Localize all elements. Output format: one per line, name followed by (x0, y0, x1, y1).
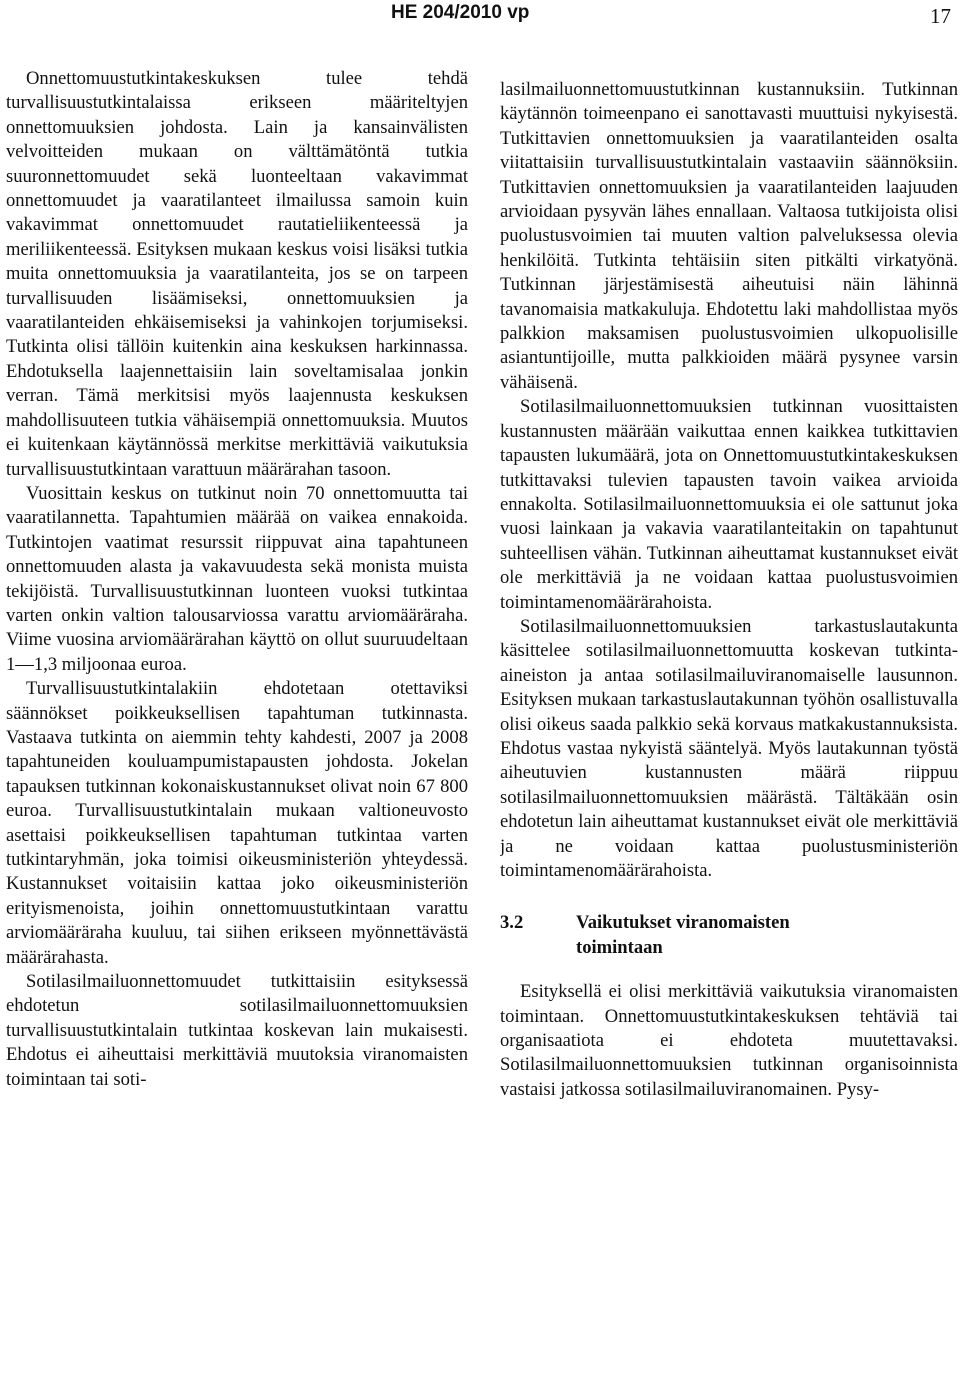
paragraph: Sotilasilmailuonnettomuuksien tutkinnan vuosittaisten kustannusten määrään vaikuttaa ennen kaikkea tutkittavien tapausten lukumäärä, jota on Onnettomuustutkintakeskuksen tutkittavaksi tulevien tapausten tavoin vaikea arvioida ennakolta. Sotilasilmailuonnettomuuksia ei ole sattunut joka vuosi lainkaan ja vakavia vaaratilanteitakin on tapahtunut suhteellisen vähän. Tutkinnan aiheuttamat kustannukset eivät ole merkittäviä ja ne voidaan kattaa puolustusvoimien toimintamenomäärärahoista. (500, 396, 958, 613)
right-column (500, 78, 958, 1396)
section-number: 3.2 (500, 912, 524, 934)
paragraph: Vuosittain keskus on tutkinut noin 70 onnettomuutta tai vaaratilannetta. Tapahtumien määrää on vaikea ennakoida. Tutkintojen vaatimat resurssit riippuvat aina tapahtuneen onnettomuuden alasta ja vakavuudesta sekä monista muista tekijöistä. Turvallisuustutkinnan luonteen vuoksi tutkintaa varten onkin valtion talousarviossa varattu arviomääräraha. Viime vuosina arviomäärärahan käyttö on ollut suuruudeltaan 1—1,3 miljoonaa euroa. (6, 482, 468, 675)
document-id: HE 204/2010 vp (391, 2, 530, 23)
paragraph: Onnettomuustutkintakeskuksen tulee tehdä turvallisuustutkintalaissa erikseen määriteltyjen onnettomuuksien johdosta. Lain ja kansainvälisten velvoitteiden mukaan on välttämätöntä tutkia suuronnettomuudet sekä luonteeltaan vakavimmat onnettomuudet ja vaaratilanteet ilmailussa samoin kuin vakavimmat onnettomuudet rautatieliikenteessä ja meriliikenteessä. Esityksen mukaan keskus voisi lisäksi tutkia muita onnettomuuksia ja vaaratilanteita, jos se on tarpeen turvallisuuden lisäämiseksi, onnettomuuksien ja vaaratilanteiden ehkäisemiseksi ja vahinkojen torjumiseksi. Tutkinta olisi tällöin kuitenkin aina keskuksen harkinnassa. Ehdotuksella laajennettaisiin lain soveltamisalaa jonkin verran. Tämä merkitsisi myös laajennusta keskuksen mahdollisuuteen tutkia vähäisempiä onnettomuuksia. Muutos ei kuitenkaan käytännössä merkitse merkittäviä vaikutuksia turvallisuustutkintaan varattuun määrärahan tasoon. (6, 68, 468, 480)
paragraph: Sotilasilmailuonnettomuudet tutkittaisiin esityksessä ehdotetun sotilasilmailuonnettomuuksien turvallisuustutkintalain tutkintaa koskevan lain mukaisesti. Ehdotus ei aiheuttaisi merkittäviä muutoksia viranomaisten toimintaan tai soti- (6, 971, 468, 1090)
left-column (6, 67, 468, 1385)
section-title: Vaikutukset viranomaisten toimintaan (576, 912, 790, 958)
page-number: 17 (930, 4, 951, 28)
paragraph-continuation: lasilmailuonnettomuustutkinnan kustannuksiin. Tutkinnan käytännön toimeenpano ei sanottavasti muuttuisi nykyisestä. Tutkittavien onnettomuuksien ja vaaratilanteiden osalta viitattaisiin turvallisuustutkintalain vastaaviin säännöksiin. Tutkittavien onnettomuuksien ja vaaratilanteiden laajuuden arvioidaan pysyvän lähes ennallaan. Valtaosa tutkijoista olisi puolustusvoimien tai muuten valtion palveluksessa olevia henkilöitä. Tutkinta tehtäisiin siten pitkälti virkatyönä. Tutkinnan järjestämisestä aiheutuisi näin lähinnä tavanomaisia matkakuluja. Ehdotettu laki mahdollistaa myös palkkion maksamisen puolustusvoimien ulkopuolisille asiantuntijoille, mutta palkkioiden määrä pysynee varsin vähäisenä. (500, 79, 958, 393)
paragraph: Esityksellä ei olisi merkittäviä vaikutuksia viranomaisten toimintaan. Onnettomuustutkintakeskuksen tehtäviä tai organisaatiota ei ehdoteta muutettavaksi. Sotilasilmailuonnettomuuksien tutkinnan organisoinnista vastaisi jatkossa sotilasilmailuviranomainen. Pysy- (500, 981, 958, 1100)
paragraph: Sotilasilmailuonnettomuuksien tarkastuslautakunta käsittelee sotilasilmailuonnettomuutta koskevan tutkinta-aineiston ja antaa sotilasilmailuviranomaiselle lausunnon. Esityksen mukaan tarkastuslautakunnan työhön osallistuvalla olisi oikeus saada palkkio sekä korvaus matkakustannuksista. Ehdotus vastaa nykyistä sääntelyä. Myös lautakunnan työstä aiheutuvien kustannusten määrä riippuu sotilasilmailuonnettomuuksien määrästä. Tältäkään osin ehdotetun lain aiheuttamat kustannukset eivät ole merkittäviä ja ne voidaan kattaa puolustusministeriön toimintamenomäärärahoista. (500, 615, 958, 881)
page-header (0, 0, 960, 36)
section-heading (500, 911, 958, 960)
paragraph: Turvallisuustutkintalakiin ehdotetaan otettaviksi säännökset poikkeuksellisen tapahtuman tutkinnasta. Vastaava tutkinta on aiemmin tehty kahdesti, 2007 ja 2008 tapahtuneiden kouluampumistapausten johdosta. Jokelan tapauksen tutkinnan kokonaiskustannukset olivat noin 67 800 euroa. Turvallisuustutkintalain mukaan valtioneuvosto asettaisi poikkeuksellisen tapahtuman tutkintaa varten tutkintaryhmän, joka toimisi oikeusministeriön yhteydessä. Kustannukset voitaisiin kattaa joko oikeusministeriön erityismenoista, joihin onnettomuustutkintaan varattu arviomääräraha kuuluu, tai siihen erikseen myönnettävästä määrärahasta. (6, 678, 468, 968)
